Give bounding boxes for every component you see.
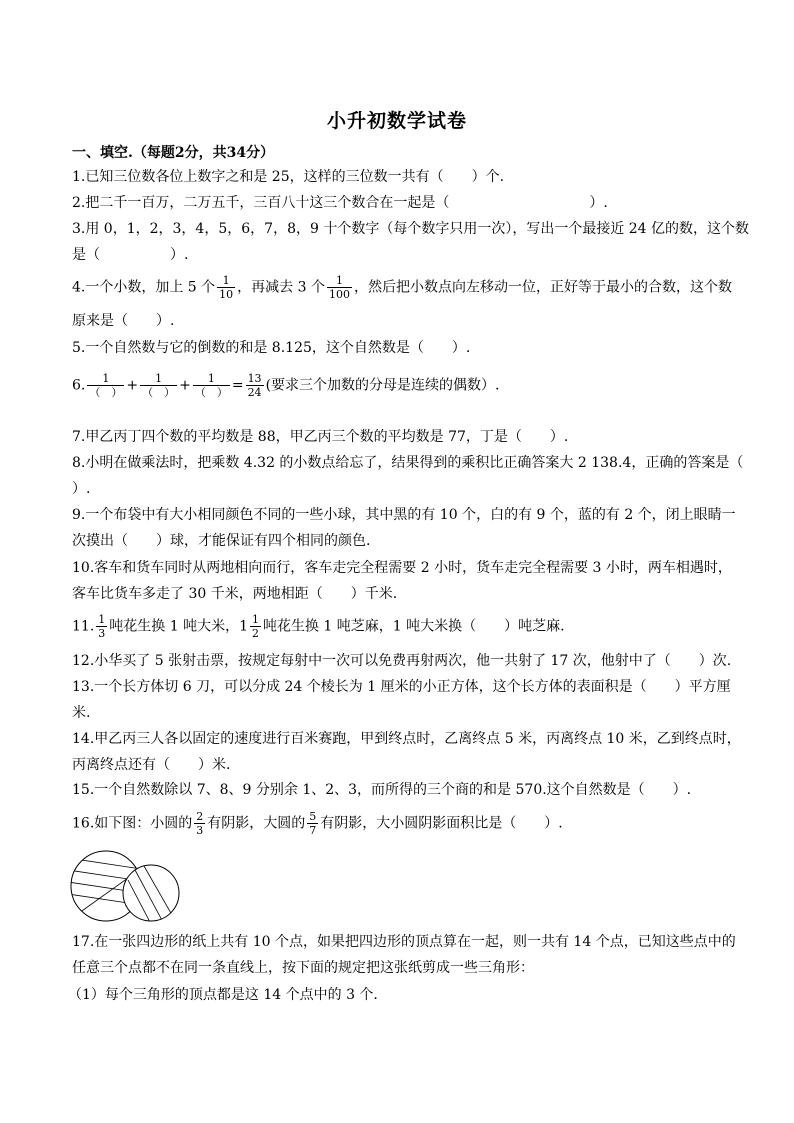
question-17-line-1: 17.在一张四边形的纸上共有 10 个点，如果把四边形的顶点算在一起，则一共有 14 个点，已知这些点中的 [72,934,736,950]
question-13-line-1: 13.一个长方体切 6 刀，可以分成 24 个棱长为 1 厘米的小正方体，这个长方体的表面积是（ ）平方厘 [72,679,731,695]
q4-text-a: 4.一个小数，加上 5 个 [72,279,216,296]
question-12: 12.小华买了 5 张射击票，按规定每射中一次可以免费再射两次，他一共射了 17 次，他射中了（ ）次. [72,653,732,669]
question-10-line-1: 10.客车和货车同时从两地相向而行，客车走完全程需要 2 小时，货车走完全程需要 3 小时，两车相遇时， [72,560,732,576]
section-heading: 一、填空.（每题2分，共34分） [72,145,275,161]
question-3-line-1: 3.用 0，1，2，3，4，5，6，7，8，9 十个数字（每个数字只用一次），写出一个最接近 24 亿的数，这个数 [72,221,750,237]
question-6 [72,372,732,399]
question-4-line-2: 原来是（ ）. [72,313,175,329]
fraction-blank-1: $\frac{1}{( )}$ [89,372,123,399]
question-8-line-1: 8.小明在做乘法时，把乘数 4.32 的小数点给忘了，结果得到的乘积比正确答案大 2 138.4，正确的答案是（ [72,455,744,471]
fraction-1-10: $\frac{1}{10}$ [219,274,234,301]
circles-figure [68,848,186,926]
q11-text-c: 吨花生换 1 吨芝麻，1 吨大米换（ ）吨芝麻. [262,618,565,635]
q4-text-c: ，然后把小数点向左移动一位，正好等于最小的合数，这个数 [353,279,732,296]
plus-sign: + [179,377,191,394]
question-3-line-2: 是（ ）. [72,247,189,263]
q6-number: 6. [72,377,86,394]
equals-sign: = [231,377,244,394]
question-14-line-2: 丙离终点还有（ ）米. [72,757,231,773]
question-2: 2.把二千一百万，二万五千，三百八十这三个数合在一起是（ ）. [72,195,608,211]
question-17-line-2: 任意三个点都不在同一条直线上，按下面的规定把这张纸剪成一些三角形： [72,960,534,976]
question-5: 5.一个自然数与它的倒数的和是 8.125，这个自然数是（ ）. [72,340,471,356]
question-7: 7.甲乙丙丁四个数的平均数是 88，甲乙丙三个数的平均数是 77，丁是（ ）. [72,429,569,445]
question-13-line-2: 米. [72,705,91,721]
question-1: 1.已知三位数各位上数字之和是 25，这样的三位数一共有（ ）个. [72,169,505,185]
plus-sign: + [126,377,139,394]
q11-number: 11. [72,618,95,635]
question-10-line-2: 客车比货车多走了 30 千米，两地相距（ ）千米. [72,586,398,602]
page-title: 小升初数学试卷 [326,110,467,132]
question-15: 15.一个自然数除以 7、8、9 分别余 1、2、3，而所得的三个商的和是 570.这个自然数是（ ）. [72,782,692,798]
fraction-1-2: $\frac{1}{2}$ [251,613,259,640]
question-14-line-1: 14.甲乙丙三人各以固定的速度进行百米赛跑，甲到终点时，乙离终点 5 米，丙离终点 10 米，乙到终点时， [72,731,741,747]
fraction-5-7: $\frac{5}{7}$ [309,810,317,837]
question-16 [72,810,732,837]
question-17-line-3: （1）每个三角形的顶点都是这 14 个点中的 3 个. [68,987,378,1003]
q4-text-b: ，再减去 3 个 [237,279,325,296]
q16-text-a: 16.如下图：小圆的 [72,815,193,832]
fraction-1-3: $\frac{1}{3}$ [98,613,106,640]
question-8-line-2: ）. [72,481,91,497]
q16-text-b: 有阴影，大圆的 [207,815,306,832]
fraction-1-100: $\frac{1}{100}$ [328,274,350,301]
fraction-blank-3: $\frac{1}{( )}$ [194,372,228,399]
question-4-line-1 [72,274,732,301]
q6-tail: (要求三个加数的分母是连续的偶数）. [265,377,500,394]
fraction-blank-2: $\frac{1}{( )}$ [142,372,176,399]
question-11 [72,613,732,640]
q16-text-c: 有阴影，大小圆阴影面积比是（ ）. [320,815,563,832]
fraction-2-3: $\frac{2}{3}$ [196,810,204,837]
q11-text-b: 吨花生换 1 吨大米，1 [109,618,248,635]
question-9-line-2: 次摸出（ ）球，才能保证有四个相同的颜色. [72,533,371,549]
question-9-line-1: 9.一个布袋中有大小相同颜色不同的一些小球，其中黑的有 10 个，白的有 9 个，蓝的有 2 个，闭上眼睛一 [72,507,736,523]
fraction-13-24: $\frac{13}{24}$ [247,372,262,399]
